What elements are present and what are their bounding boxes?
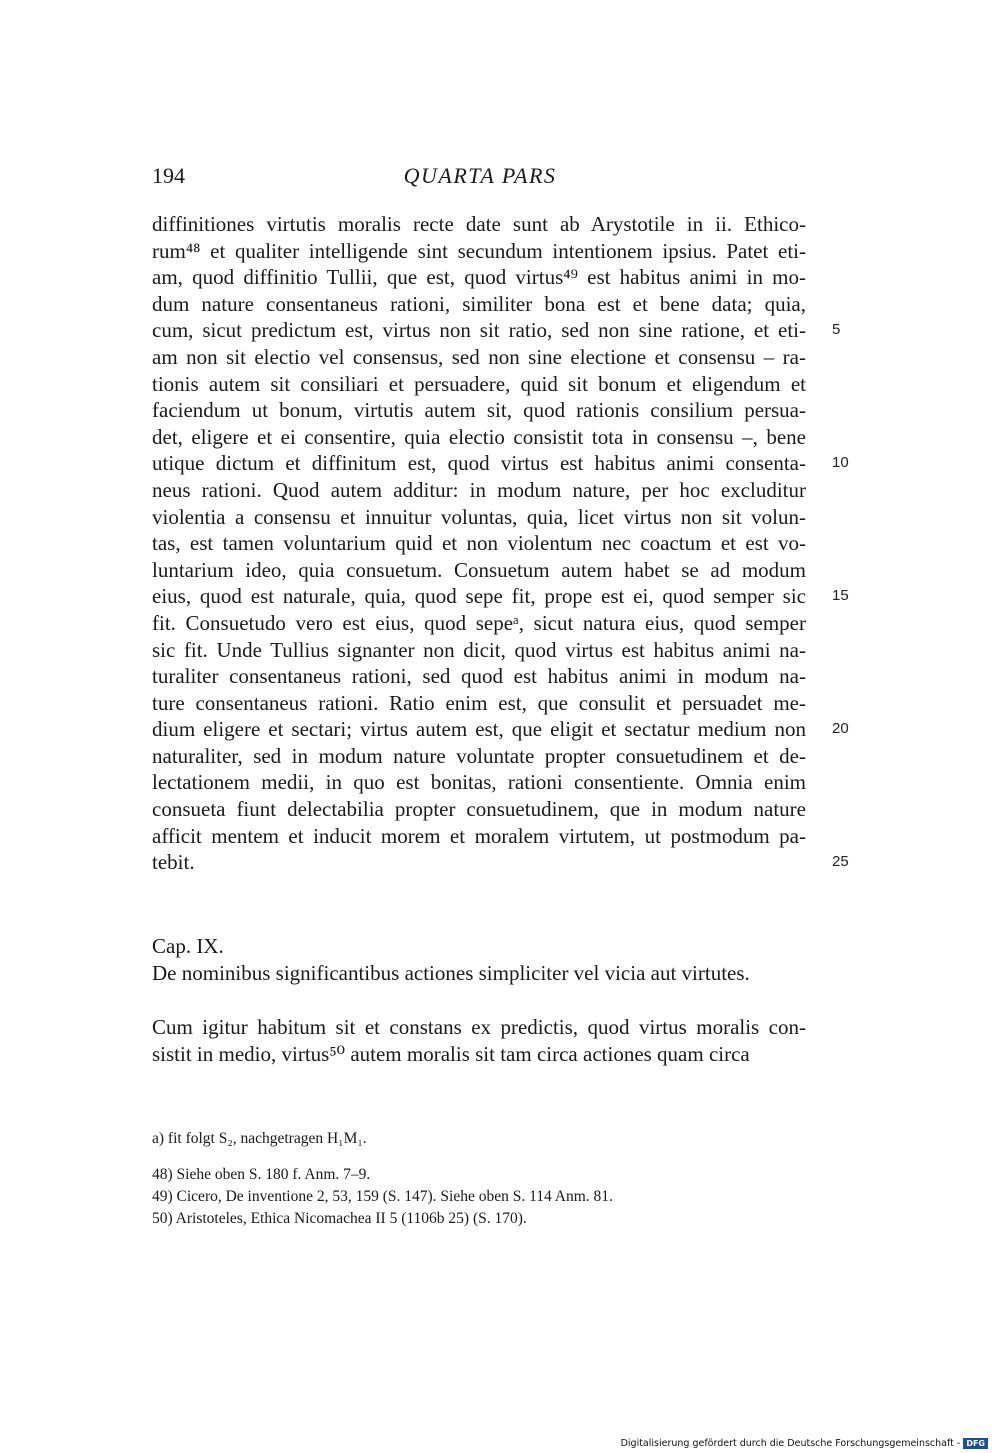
text-line: fit. Consuetudo vero est eius, quod sepeᵃ, sicut natura eius, quod semper: [152, 610, 806, 635]
text-line: lectationem medii, in quo est bonitas, rationi consentiente. Omnia enim: [152, 770, 806, 795]
line-number: 15: [832, 587, 849, 605]
text-line: utique dictum et diffinitum est, quod virtus est habitus animi consenta-: [152, 451, 806, 476]
text-line: naturaliter, sed in modum nature voluntate propter consuetudinem et de-: [152, 743, 806, 768]
footnote: 48) Siehe oben S. 180 f. Anm. 7–9.: [152, 1166, 371, 1183]
text-line: det, eligere et ei consentire, quia electio consistit tota in consensu –, bene: [152, 424, 806, 449]
running-title: QUARTA PARS: [403, 163, 557, 188]
chapter-heading: [152, 933, 852, 987]
notes-section: [152, 1128, 852, 1230]
critical-apparatus-note: a) fit folgt S₂, nachgetragen H₁M₁.: [152, 1130, 367, 1147]
line-number: 20: [832, 720, 849, 738]
text-line: ture consentaneus rationi. Ratio enim est, que consulit et persuadet me-: [152, 690, 806, 715]
text-line: diffinitiones virtutis moralis recte date sunt ab Arystotile in ii. Ethico-: [152, 212, 806, 236]
text-line: tionis autem sit consiliari et persuadere, quid sit bonum et eligendum et: [152, 371, 806, 396]
line-number: 5: [832, 321, 841, 339]
text-line: cum, sicut predictum est, virtus non sit ratio, sed non sine ratione, et eti-: [152, 318, 806, 343]
text-line: luntarium ideo, quia consuetum. Consuetum autem habet se ad modum: [152, 557, 806, 582]
text-line: faciendum ut bonum, virtutis autem sit, quod rationis consilium persua-: [152, 398, 806, 423]
line-number: 10: [832, 454, 849, 472]
chapter-title: De nominibus significantibus actiones simpliciter vel vicia aut virtutes.: [152, 961, 750, 985]
footnote: 50) Aristoteles, Ethica Nicomachea II 5 (1106b 25) (S. 170).: [152, 1210, 527, 1227]
credit-text: Digitalisierung gefördert durch die Deutsche Forschungsgemeinschaft -: [620, 1438, 961, 1449]
main-text: [152, 211, 806, 876]
text-line: neus rationi. Quod autem additur: in modum nature, per hoc excluditur: [152, 477, 806, 502]
paragraph-2: [152, 1014, 806, 1067]
text-line: tas, est tamen voluntarium quid et non violentum nec coactum et est vo-: [152, 531, 806, 556]
chapter-number: Cap. IX.: [152, 934, 224, 958]
text-line: am, quod diffinitio Tullii, que est, quod virtus⁴⁹ est habitus animi in mo-: [152, 265, 806, 290]
page-number: 194: [152, 163, 185, 188]
text-line: sic fit. Unde Tullius signanter non dicit, quod virtus est habitus animi na-: [152, 637, 806, 662]
text-line: rum⁴⁸ et qualiter intelligende sint secundum intentionem ipsius. Patet eti-: [152, 238, 806, 263]
text-line: violentia a consensu et innuitur voluntas, quia, licet virtus non sit volun-: [152, 504, 806, 529]
text-line: turaliter consentaneus rationi, sed quod est habitus animi in modum na-: [152, 664, 806, 689]
text-line: dium eligere et sectari; virtus autem est, que eligit et sectatur medium non: [152, 717, 806, 742]
text-line: sistit in medio, virtus⁵⁰ autem moralis sit tam circa actiones quam circa: [152, 1041, 750, 1066]
text-line: eius, quod est naturale, quia, quod sepe fit, prope est ei, quod semper sic: [152, 584, 806, 609]
footnote: 49) Cicero, De inventione 2, 53, 159 (S. 147). Siehe oben S. 114 Anm. 81.: [152, 1188, 613, 1205]
text-line: tebit.: [152, 850, 195, 875]
text-line: consueta fiunt delectabilia propter consuetudinem, que in modum nature: [152, 797, 806, 822]
dfg-logo-icon: DFG: [963, 1438, 988, 1449]
text-line: afficit mentem et inducit morem et moralem virtutem, ut postmodum pa-: [152, 823, 806, 848]
line-number: 25: [832, 853, 849, 871]
digitization-credit: [621, 1438, 988, 1449]
text-line: am non sit electio vel consensus, sed non sine electione et consensu – ra-: [152, 344, 806, 369]
text-line: dum nature consentaneus rationi, similiter bona est et bene data; quia,: [152, 291, 806, 316]
text-line: Cum igitur habitum sit et constans ex predictis, quod virtus moralis con-: [152, 1015, 806, 1039]
